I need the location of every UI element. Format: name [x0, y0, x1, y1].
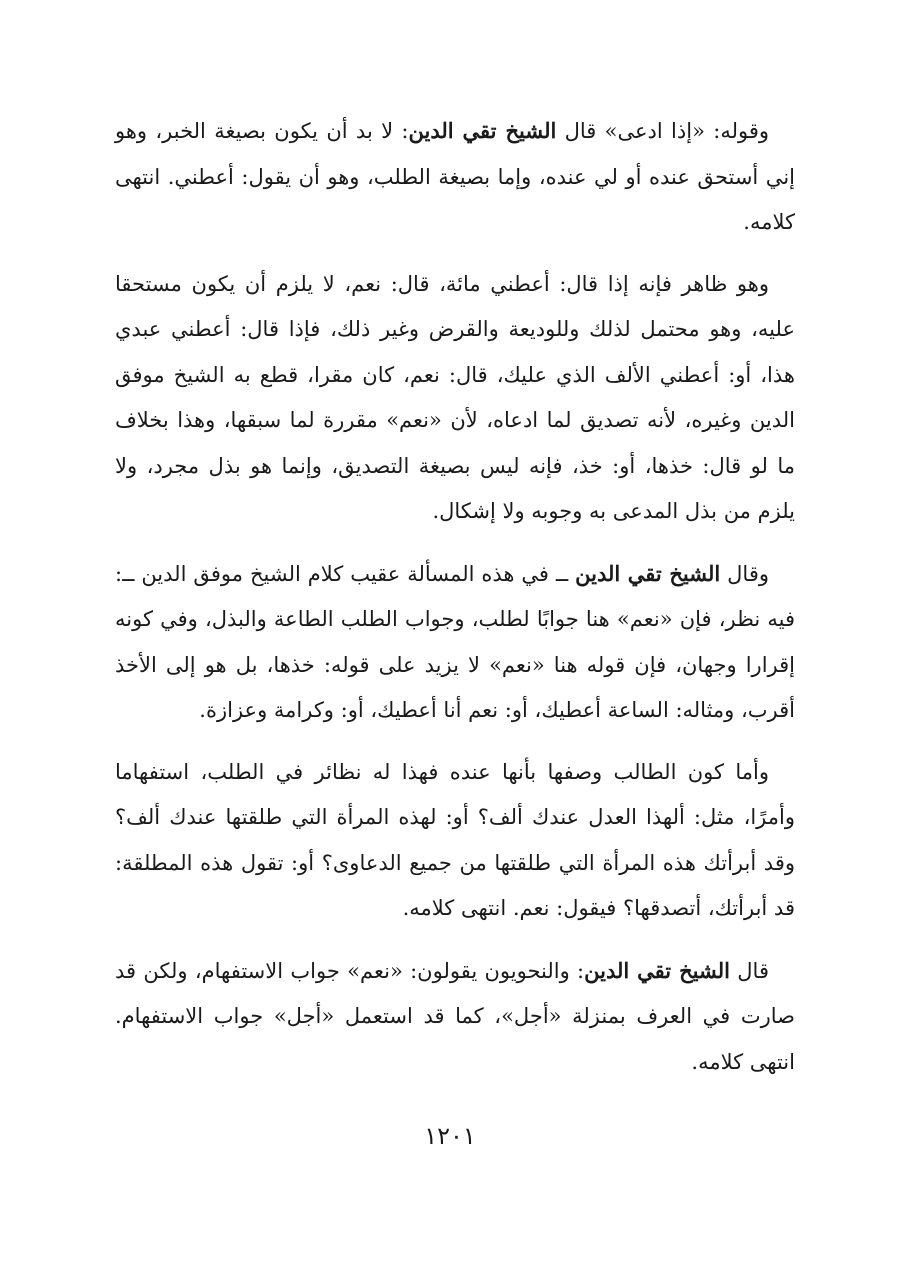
page-body — [115, 108, 795, 1101]
paragraph-3-pre: وقال — [720, 561, 769, 586]
paragraph-3-post: ــ في هذه المسألة عقيب كلام الشيخ موفق الدين ــ: فيه نظر، فإن «نعم» هنا جوابًا لطلب، وجواب الطلب الطاعة والبذل، وفي كونه إقرارا وجهان، فإن قوله هنا «نعم» لا يزيد على قوله: خذها، بل هو إلى الأخذ أقرب، ومثاله: الساعة أعطيك، أو: نعم أنا أعطيك، أو: وكرامة وعزازة. — [115, 561, 795, 722]
page-number: ١٢٠١ — [424, 1122, 476, 1150]
paragraph-5 — [115, 948, 795, 1086]
paragraph-5-bold: الشيخ تقي الدين — [584, 957, 730, 983]
paragraph-1-pre: وقوله: «إذا ادعى» قال — [556, 119, 770, 143]
paragraph-1-post: : لا بد أن يكون بصيغة الخبر، وهو إني أستحق عنده أو لي عنده، وإما بصيغة الطلب، وهو أن يقول: أعطني. انتهى كلامه. — [115, 119, 795, 234]
paragraph-5-post: : والنحويون يقولون: «نعم» جواب الاستفهام، ولكن قد صارت في العرف بمنزلة «أجل»، كما قد استعمل «أجل» جواب الاستفهام. انتهى كلامه. — [115, 958, 795, 1074]
paragraph-1-bold: الشيخ تقي الدين — [408, 118, 557, 143]
paragraph-3 — [115, 551, 795, 734]
paragraph-3-bold: الشيخ تقي الدين — [575, 560, 721, 586]
paragraph-5-pre: قال — [729, 958, 769, 983]
paragraph-2: وهو ظاهر فإنه إذا قال: أعطني مائة، قال: نعم، لا يلزم أن يكون مستحقا عليه، وهو محتمل لذلك وللوديعة والقرض وغير ذلك، فإذا قال: أعطني عبدي هذا، أو: أعطني الألف الذي عليك، قال: نعم، كان مقرا، قطع به الشيخ موفق الدين وغيره، لأنه تصديق لما ادعاه، لأن «نعم» مقررة لما سبقها، وهذا بخلاف ما لو قال: خذها، أو: خذ، فإنه ليس بصيغة التصديق، وإنما هو بذل مجرد، ولا يلزم من بذل المدعى به وجوبه ولا إشكال. — [115, 271, 795, 523]
paragraph-1 — [115, 108, 795, 246]
paragraph-4: وأما كون الطالب وصفها بأنها عنده فهذا له نظائر في الطلب، استفهاما وأمرًا، مثل: ألهذا العدل عندك ألف؟ أو: لهذه المرأة التي طلقتها عندك ألف؟ وقد أبرأتك هذه المرأة التي طلقتها من جميع الدعاوى؟ أو: تقول هذه المطلقة: قد أبرأتك، أتصدقها؟ فيقول: نعم. انتهى كلامه. — [115, 759, 795, 920]
